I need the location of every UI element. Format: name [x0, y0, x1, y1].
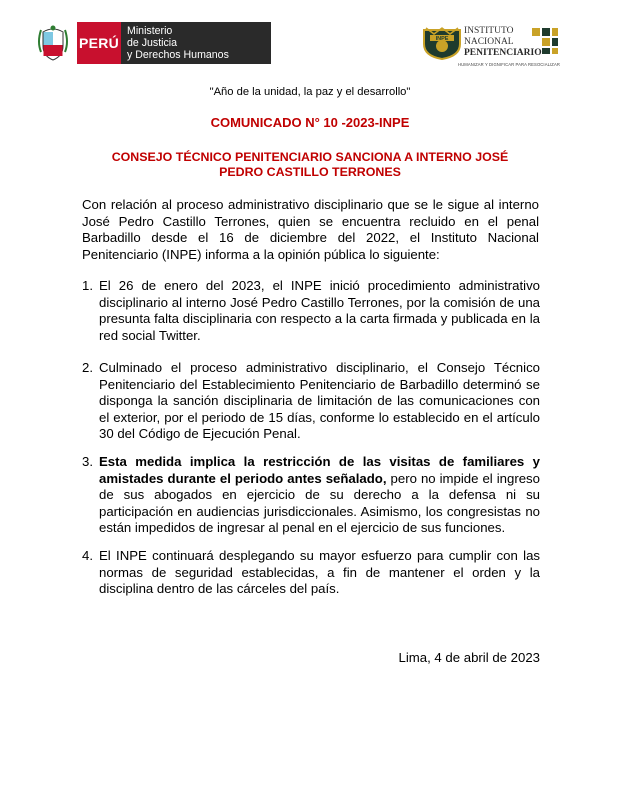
inpe-name-line-1: INSTITUTO — [464, 26, 514, 36]
inpe-name-line-3: PENITENCIARIO — [464, 48, 542, 58]
ministry-line-3: y Derechos Humanos — [127, 49, 229, 61]
peru-label: PERÚ — [77, 22, 121, 64]
year-motto: "Año de la unidad, la paz y el desarrollo" — [209, 86, 411, 98]
list-item-bold: Esta medida implica la restricción de las visitas de familiares y amistades durante el periodo antes señalado, — [99, 454, 540, 486]
list-item-text — [99, 360, 540, 443]
list-item-body: pero no impide el ingreso de sus abogados en ejercicio de su derecho a la defensa ni su participación en audiencias jurisdiccionales. Asimismo, los congresistas no están impedidos de ingresar al penal en el ejercicio de sus funciones. — [99, 470, 540, 535]
inpe-badge-text: INPE — [435, 36, 449, 42]
place-and-date: Lima, 4 de abril de 2023 — [398, 650, 540, 665]
peru-coat-of-arms-icon — [37, 22, 69, 64]
inpe-tagline: HUMANIZAR Y DIGNIFICAR PARA RESOCIALIZAR — [458, 62, 560, 67]
list-item-number: 2. — [82, 360, 93, 375]
inpe-logo — [422, 22, 592, 72]
inpe-name-line-2: NACIONAL — [464, 37, 514, 47]
intro-paragraph: Con relación al proceso administrativo disciplinario que se le sigue al interno José Pedro Castillo Terrones, quien se encuentra recluido en el penal Barbadillo desde el 16 de diciembre del 2022, el Instituto Nacional Penitenciario (INPE) informa a la opinión pública lo siguiente: — [82, 197, 539, 262]
inpe-badge-icon — [422, 26, 462, 60]
headline: CONSEJO TÉCNICO PENITENCIARIO SANCIONA A INTERNO JOSÉ PEDRO CASTILLO TERRONES — [111, 150, 509, 179]
list-item-number: 4. — [82, 548, 93, 563]
inpe-squares-icon — [530, 26, 560, 56]
ministry-name — [121, 22, 271, 64]
list-item-body: Culminado el proceso administrativo disciplinario, el Consejo Técnico Penitenciario del Establecimiento Penitenciario de Barbadillo determinó se disponga la sanción disciplinaria de limitación de las comunicaciones con el exterior, por el periodo de 15 días, conforme lo establecido en el artículo 30 del Código de Ejecución Penal. — [99, 360, 540, 441]
list-item-number: 1. — [82, 278, 93, 293]
ministry-line-2: de Justicia — [127, 37, 178, 49]
list-item-number: 3. — [82, 454, 93, 469]
communique-title: COMUNICADO N° 10 -2023-INPE — [210, 115, 410, 130]
list-item-text — [99, 278, 540, 344]
list-item-text — [99, 454, 540, 537]
list-item-body: El INPE continuará desplegando su mayor esfuerzo para cumplir con las normas de seguridad establecidas, a fin de mantener el orden y la disciplina dentro de las cárceles del país. — [99, 548, 540, 596]
ministry-logo — [37, 20, 271, 66]
list-item-body: El 26 de enero del 2023, el INPE inició procedimiento administrativo disciplinario al interno José Pedro Castillo Terrones, por la comisión de una presunta falta disciplinaria con respecto a la carta firmada y publicada en la red social Twitter. — [99, 278, 540, 343]
ministry-line-1: Ministerio — [127, 25, 173, 37]
list-item-text — [99, 548, 540, 598]
